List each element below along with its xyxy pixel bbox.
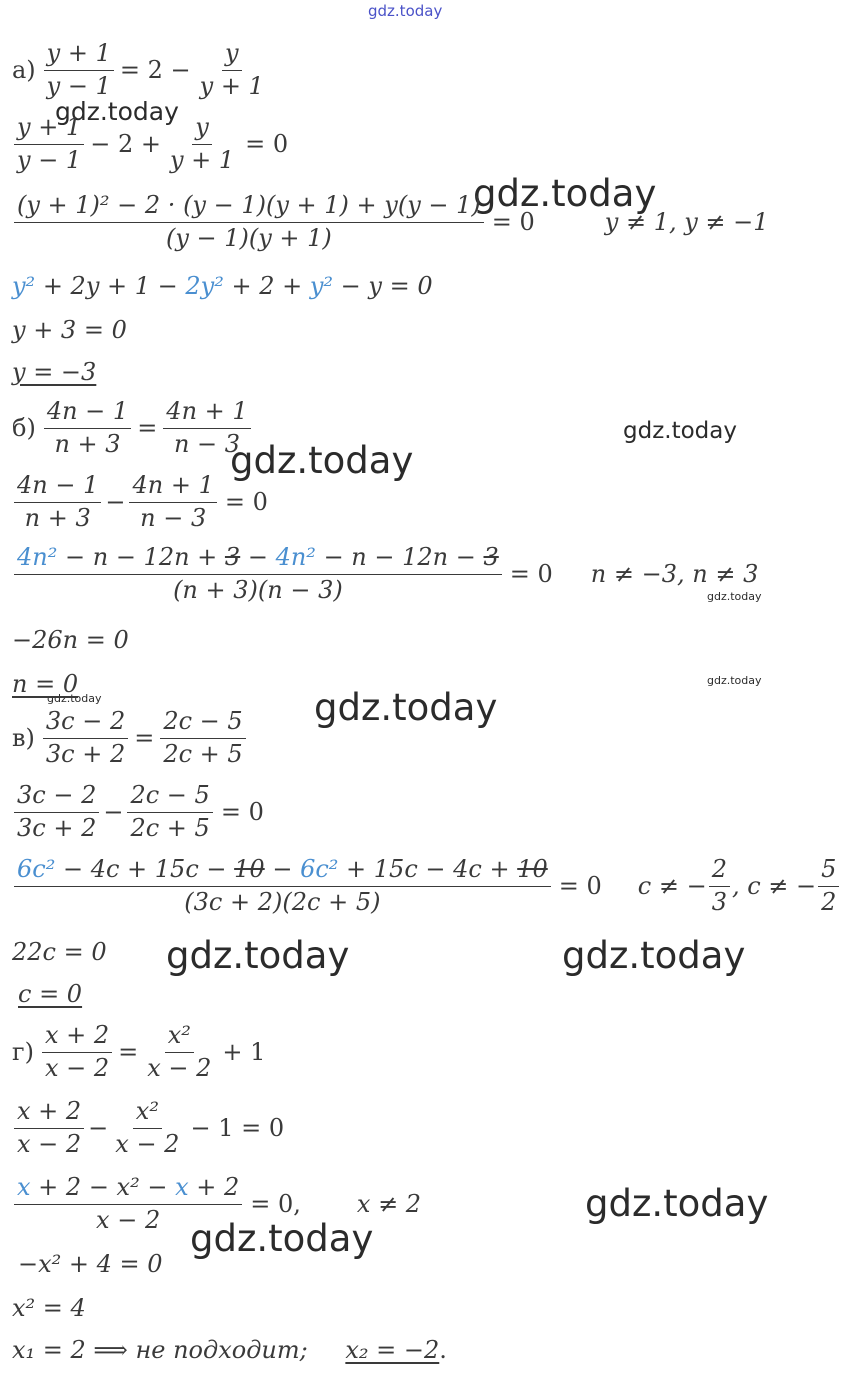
part-c-equation-4: 22c = 0	[12, 938, 107, 966]
condition-text: , c ≠ −	[731, 872, 817, 901]
watermark-top: gdz.today	[368, 2, 443, 20]
part-a-equation-5: y + 3 = 0	[12, 316, 127, 344]
fraction-denominator: 2c + 5	[163, 739, 243, 768]
fraction-numerator: 4n − 1	[14, 472, 101, 503]
fraction-denominator: (3c + 2)(2c + 5)	[184, 887, 381, 916]
fraction-numerator: x + 2	[42, 1022, 112, 1053]
part-c-equation-1	[12, 708, 248, 768]
fraction-denominator: x − 2	[44, 1053, 110, 1082]
cancelled-term: 10	[517, 855, 548, 883]
term: − n − 12n +	[57, 543, 225, 571]
part-c-equation-2	[12, 782, 264, 842]
equals-zero: = 0	[220, 798, 264, 827]
watermark: gdz.today	[707, 590, 762, 603]
fraction-denominator: 3c + 2	[45, 739, 126, 768]
part-d-equation-3	[12, 1174, 421, 1234]
fraction-numerator: 3c − 2	[43, 708, 128, 739]
equals-zero: = 0	[509, 560, 553, 589]
highlighted-term: y²	[12, 272, 36, 300]
term: + 2 +	[223, 272, 310, 300]
part-a-label: а)	[12, 56, 36, 85]
fraction-numerator: 3c − 2	[14, 782, 99, 813]
domain-condition: x ≠ 2	[356, 1190, 422, 1219]
term: −	[240, 543, 276, 571]
fraction-numerator: 2	[709, 856, 730, 887]
term: + 15c − 4c +	[338, 855, 518, 883]
highlighted-term: 4n²	[17, 543, 58, 571]
fraction-denominator: x − 2	[147, 1053, 212, 1082]
fraction-denominator: 3	[711, 887, 727, 916]
part-d-equation-4: −x² + 4 = 0	[18, 1250, 163, 1278]
part-a-equation-4	[12, 274, 433, 298]
part-d-equation-5: x² = 4	[12, 1294, 86, 1322]
operator: − 2 +	[90, 130, 161, 159]
fraction-numerator: x²	[133, 1098, 162, 1129]
fraction-denominator: (n + 3)(n − 3)	[173, 575, 343, 604]
highlighted-term: 6c²	[17, 855, 56, 883]
part-a-equation-1	[12, 40, 269, 100]
fraction-numerator: y + 1	[44, 40, 114, 71]
watermark: gdz.today	[473, 172, 657, 215]
fraction-denominator: y − 1	[46, 71, 111, 100]
condition-text: c ≠ −	[637, 872, 707, 901]
fraction-denominator: (y − 1)(y + 1)	[165, 223, 332, 252]
fraction-denominator: 3c + 2	[17, 813, 97, 842]
fraction-numerator: 4n + 1	[129, 472, 216, 503]
equals-zero: = 0	[224, 488, 268, 517]
part-d-answer-line	[12, 1338, 447, 1362]
fraction-numerator: y	[192, 114, 212, 145]
domain-condition: n ≠ −3, n ≠ 3	[590, 560, 759, 589]
part-d-equation-1	[12, 1022, 265, 1082]
operator: = 2 −	[119, 56, 191, 85]
fraction-denominator: x − 2	[115, 1129, 180, 1158]
fraction-denominator: y − 1	[17, 145, 82, 174]
part-a-equation-2	[12, 114, 288, 174]
part-a-equation-3	[12, 192, 769, 252]
watermark: gdz.today	[623, 418, 737, 444]
part-b-equation-1	[12, 398, 253, 458]
fraction-numerator: x + 2	[14, 1098, 84, 1129]
term: + 2	[188, 1173, 240, 1201]
highlighted-term: y²	[309, 272, 334, 300]
operator: =	[118, 1038, 139, 1067]
term: − 1 = 0	[190, 1114, 285, 1143]
fraction-numerator: y	[222, 40, 242, 71]
watermark: gdz.today	[230, 439, 414, 482]
fraction-numerator: 2c − 5	[160, 708, 245, 739]
highlighted-term: 2y²	[185, 272, 224, 300]
fraction-denominator: x − 2	[17, 1129, 82, 1158]
part-c-answer: c = 0	[18, 980, 83, 1008]
term: − 4c + 15c −	[55, 855, 235, 883]
period: .	[439, 1336, 447, 1364]
cancelled-term: 3	[483, 543, 499, 571]
part-d-answer: x₂ = −2	[345, 1336, 440, 1364]
watermark: gdz.today	[47, 692, 102, 705]
fraction-denominator: n + 3	[24, 503, 91, 532]
fraction-numerator: 4n + 1	[163, 398, 250, 429]
fraction-denominator: 2c + 5	[130, 813, 210, 842]
highlighted-term: x	[17, 1173, 31, 1201]
term: − y = 0	[333, 272, 433, 300]
equals-zero: = 0	[245, 130, 289, 159]
fraction-numerator: 2c − 5	[127, 782, 212, 813]
highlighted-term: 4n²	[275, 543, 316, 571]
equals-zero: = 0,	[250, 1190, 301, 1219]
fraction-denominator: x − 2	[96, 1205, 161, 1234]
part-c-equation-3	[12, 856, 841, 916]
part-b-equation-3	[12, 544, 758, 604]
domain-condition	[638, 856, 841, 916]
part-c-label: в)	[12, 724, 35, 753]
part-d-equation-2	[12, 1098, 284, 1158]
equals-zero: = 0	[491, 208, 535, 237]
fraction-denominator: y + 1	[169, 145, 235, 174]
fraction-numerator: 5	[818, 856, 839, 887]
fraction-denominator: n − 3	[173, 429, 241, 458]
watermark: gdz.today	[55, 97, 179, 126]
part-d-label: г)	[12, 1038, 34, 1067]
term: −	[264, 855, 301, 883]
operator: −	[103, 798, 124, 827]
highlighted-term: 6c²	[300, 855, 339, 883]
part-b-answer: n = 0	[12, 670, 79, 698]
fraction-numerator: 4n − 1	[44, 398, 131, 429]
cancelled-term: 3	[224, 543, 241, 571]
watermark: gdz.today	[562, 934, 746, 977]
watermark: gdz.today	[707, 674, 762, 687]
highlighted-term: x	[175, 1173, 189, 1201]
fraction-numerator: (y + 1)² − 2 · (y − 1)(y + 1) + y(y − 1)	[14, 192, 484, 223]
cancelled-term: 10	[234, 855, 265, 883]
fraction-denominator: n + 3	[54, 429, 121, 458]
term: − n − 12n −	[315, 543, 484, 571]
fraction-numerator: x²	[165, 1022, 194, 1053]
term: + 2 − x² −	[30, 1173, 176, 1201]
domain-condition: y ≠ 1, y ≠ −1	[604, 208, 769, 237]
fraction-denominator: 2	[821, 887, 837, 916]
part-b-label: б)	[12, 414, 36, 443]
operator: =	[134, 724, 155, 753]
equals-zero: = 0	[558, 872, 602, 901]
part-b-equation-4: −26n = 0	[12, 626, 129, 654]
operator: −	[105, 488, 126, 517]
watermark: gdz.today	[190, 1217, 374, 1260]
term: + 1	[222, 1038, 266, 1067]
watermark: gdz.today	[314, 686, 498, 729]
fraction-denominator: n − 3	[140, 503, 207, 532]
watermark: gdz.today	[585, 1182, 769, 1225]
fraction-numerator: y + 1	[14, 114, 84, 145]
operator: −	[88, 1114, 109, 1143]
root-x1: x₁ = 2 ⟹ не подходит;	[12, 1336, 308, 1364]
term: + 2y + 1 −	[35, 272, 186, 300]
fraction-denominator: y + 1	[199, 71, 264, 100]
operator: =	[137, 414, 158, 443]
watermark: gdz.today	[166, 934, 350, 977]
part-a-answer: y = −3	[12, 358, 97, 386]
part-b-equation-2	[12, 472, 268, 532]
